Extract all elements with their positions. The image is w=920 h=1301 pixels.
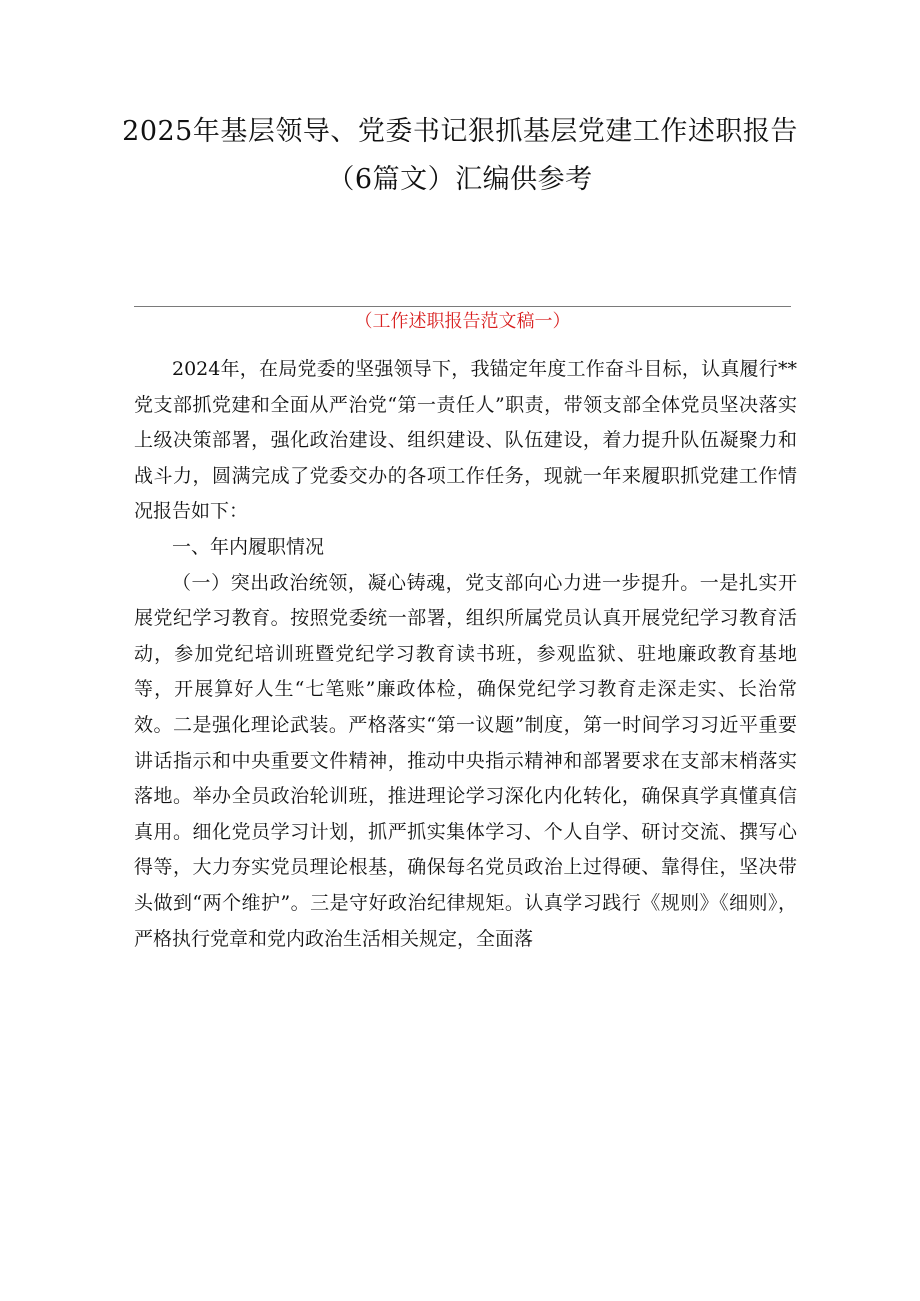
paragraph-section-1: （一）突出政治统领，凝心铸魂，党支部向心力进一步提升。一是扎实开展党纪学习教育。按照党委统一部署，组织所属党员认真开展党纪学习教育活动，参加党纪培训班暨党纪学习教育读书班，参观监狱、驻地廉政教育基地等，开展算好人生“七笔账”廉政体检，确保党纪学习教育走深走实、长治常效。二是强化理论武装。严格落实“第一议题”制度，第一时间学习习近平重要讲话指示和中央重要文件精神，推动中央指示精神和部署要求在支部末梢落实落地。举办全员政治轮训班，推进理论学习深化内化转化，确保真学真懂真信真用。细化党员学习计划，抓严抓实集体学习、个人自学、研讨交流、撰写心得等，大力夯实党员理论根基，确保每名党员政治上过得硬、靠得住，坚决带头做到“两个维护”。三是守好政治纪律规矩。认真学习践行《规则》《细则》，严格执行党章和党内政治生活相关规定，全面落 <box>134 571 797 950</box>
paragraph-heading-1: 一、年内履职情况 <box>172 535 325 558</box>
section-divider <box>134 306 791 307</box>
paragraph-intro: 2024年，在局党委的坚强领导下，我锚定年度工作奋斗目标，认真履行**党支部抓党建和全面从严治党“第一责任人”职责，带领支部全体党员坚决落实上级决策部署，强化政治建设、组织建设、队伍建设，着力提升队伍凝聚力和战斗力，圆满完成了党委交办的各项工作任务，现就一年来履职抓党建工作情况报告如下： <box>134 358 797 523</box>
document-title: 2025年基层领导、党委书记狠抓基层党建工作述职报告（6篇文）汇编供参考 <box>122 116 798 195</box>
section-heading: （工作述职报告范文稿一） <box>354 311 571 332</box>
document-body <box>134 352 797 957</box>
